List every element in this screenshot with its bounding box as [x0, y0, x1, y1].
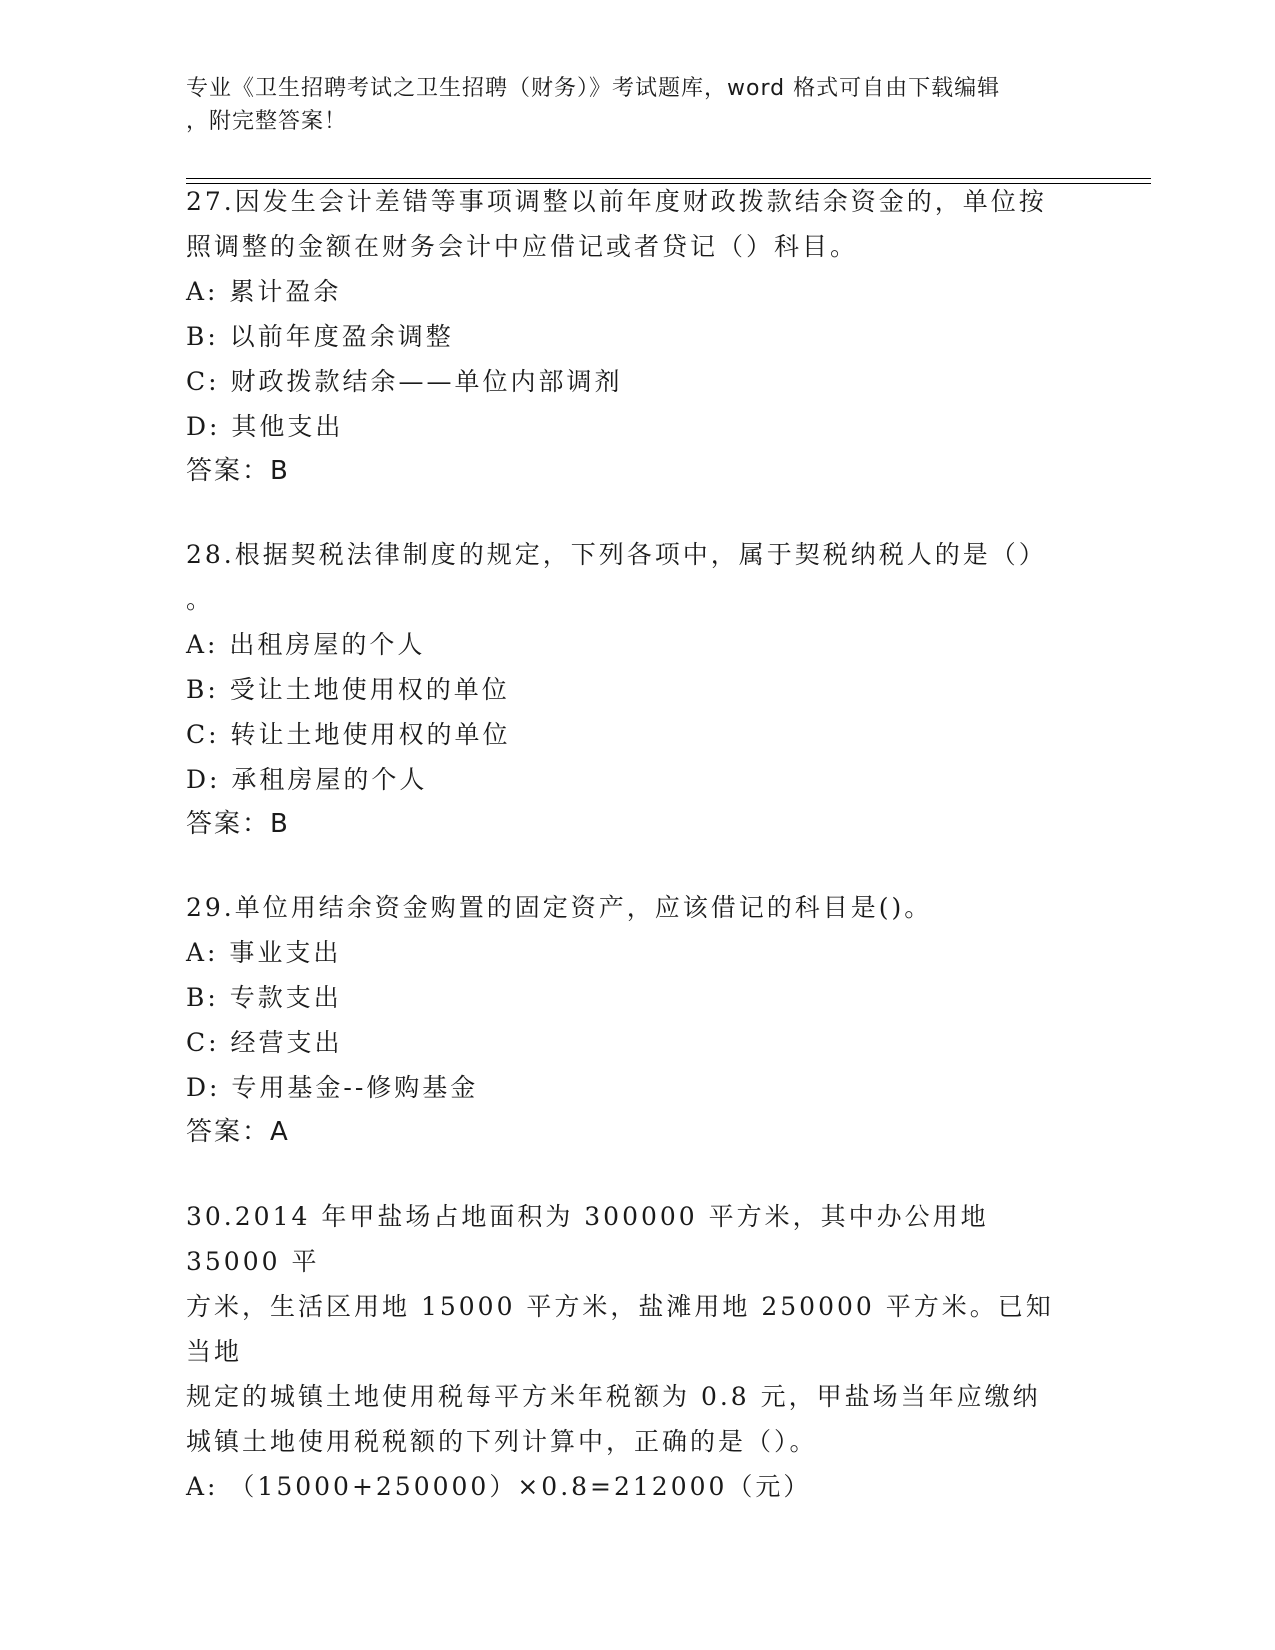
- option-a: A: 事业支出: [186, 938, 342, 967]
- option-c: C: 经营支出: [186, 1028, 343, 1057]
- option-c: C: 财政拨款结余——单位内部调剂: [186, 367, 623, 396]
- option-d: D: 其他支出: [186, 412, 344, 441]
- option-a: A: 出租房屋的个人: [186, 630, 426, 659]
- question-stem-line: 。: [186, 585, 215, 614]
- question-28: [186, 532, 1066, 847]
- document-header: [186, 72, 1066, 138]
- question-29: [186, 885, 1066, 1155]
- question-stem-line: 27.因发生会计差错等事项调整以前年度财政拨款结余资金的，单位按: [186, 187, 1047, 216]
- question-30: [186, 1194, 1066, 1509]
- option-b: B: 以前年度盈余调整: [186, 322, 454, 351]
- question-stem-line: 城镇土地使用税税额的下列计算中，正确的是（）。: [186, 1427, 818, 1456]
- option-b: B: 专款支出: [186, 983, 342, 1012]
- answer-line: 答案：B: [186, 809, 290, 839]
- answer-line: 答案：B: [186, 456, 290, 486]
- question-stem-line: 方米，生活区用地 15000 平方米，盐滩用地 250000 平方米。已知当地: [186, 1292, 1054, 1366]
- option-c: C: 转让土地使用权的单位: [186, 720, 511, 749]
- question-stem-line: 30.2014 年甲盐场占地面积为 300000 平方米，其中办公用地 35000 平: [186, 1202, 989, 1276]
- question-stem-line: 规定的城镇土地使用税每平方米年税额为 0.8 元，甲盐场当年应缴纳: [186, 1382, 1041, 1411]
- question-stem-line: 28.根据契税法律制度的规定，下列各项中，属于契税纳税人的是（）: [186, 540, 1047, 569]
- option-a: A: （15000+250000）×0.8=212000（元）: [186, 1472, 812, 1501]
- option-a: A: 累计盈余: [186, 277, 342, 306]
- question-stem-line: 照调整的金额在财务会计中应借记或者贷记（）科目。: [186, 232, 859, 261]
- answer-line: 答案：A: [186, 1117, 290, 1147]
- header-line-2: ，附完整答案！: [186, 109, 348, 134]
- question-stem-line: 29.单位用结余资金购置的固定资产，应该借记的科目是()。: [186, 893, 933, 922]
- option-d: D: 专用基金--修购基金: [186, 1073, 479, 1102]
- question-27: [186, 179, 1066, 494]
- option-d: D: 承租房屋的个人: [186, 765, 428, 794]
- header-line-1: 专业《卫生招聘考试之卫生招聘（财务）》考试题库，word 格式可自由下载编辑: [186, 76, 1001, 101]
- option-b: B: 受让土地使用权的单位: [186, 675, 510, 704]
